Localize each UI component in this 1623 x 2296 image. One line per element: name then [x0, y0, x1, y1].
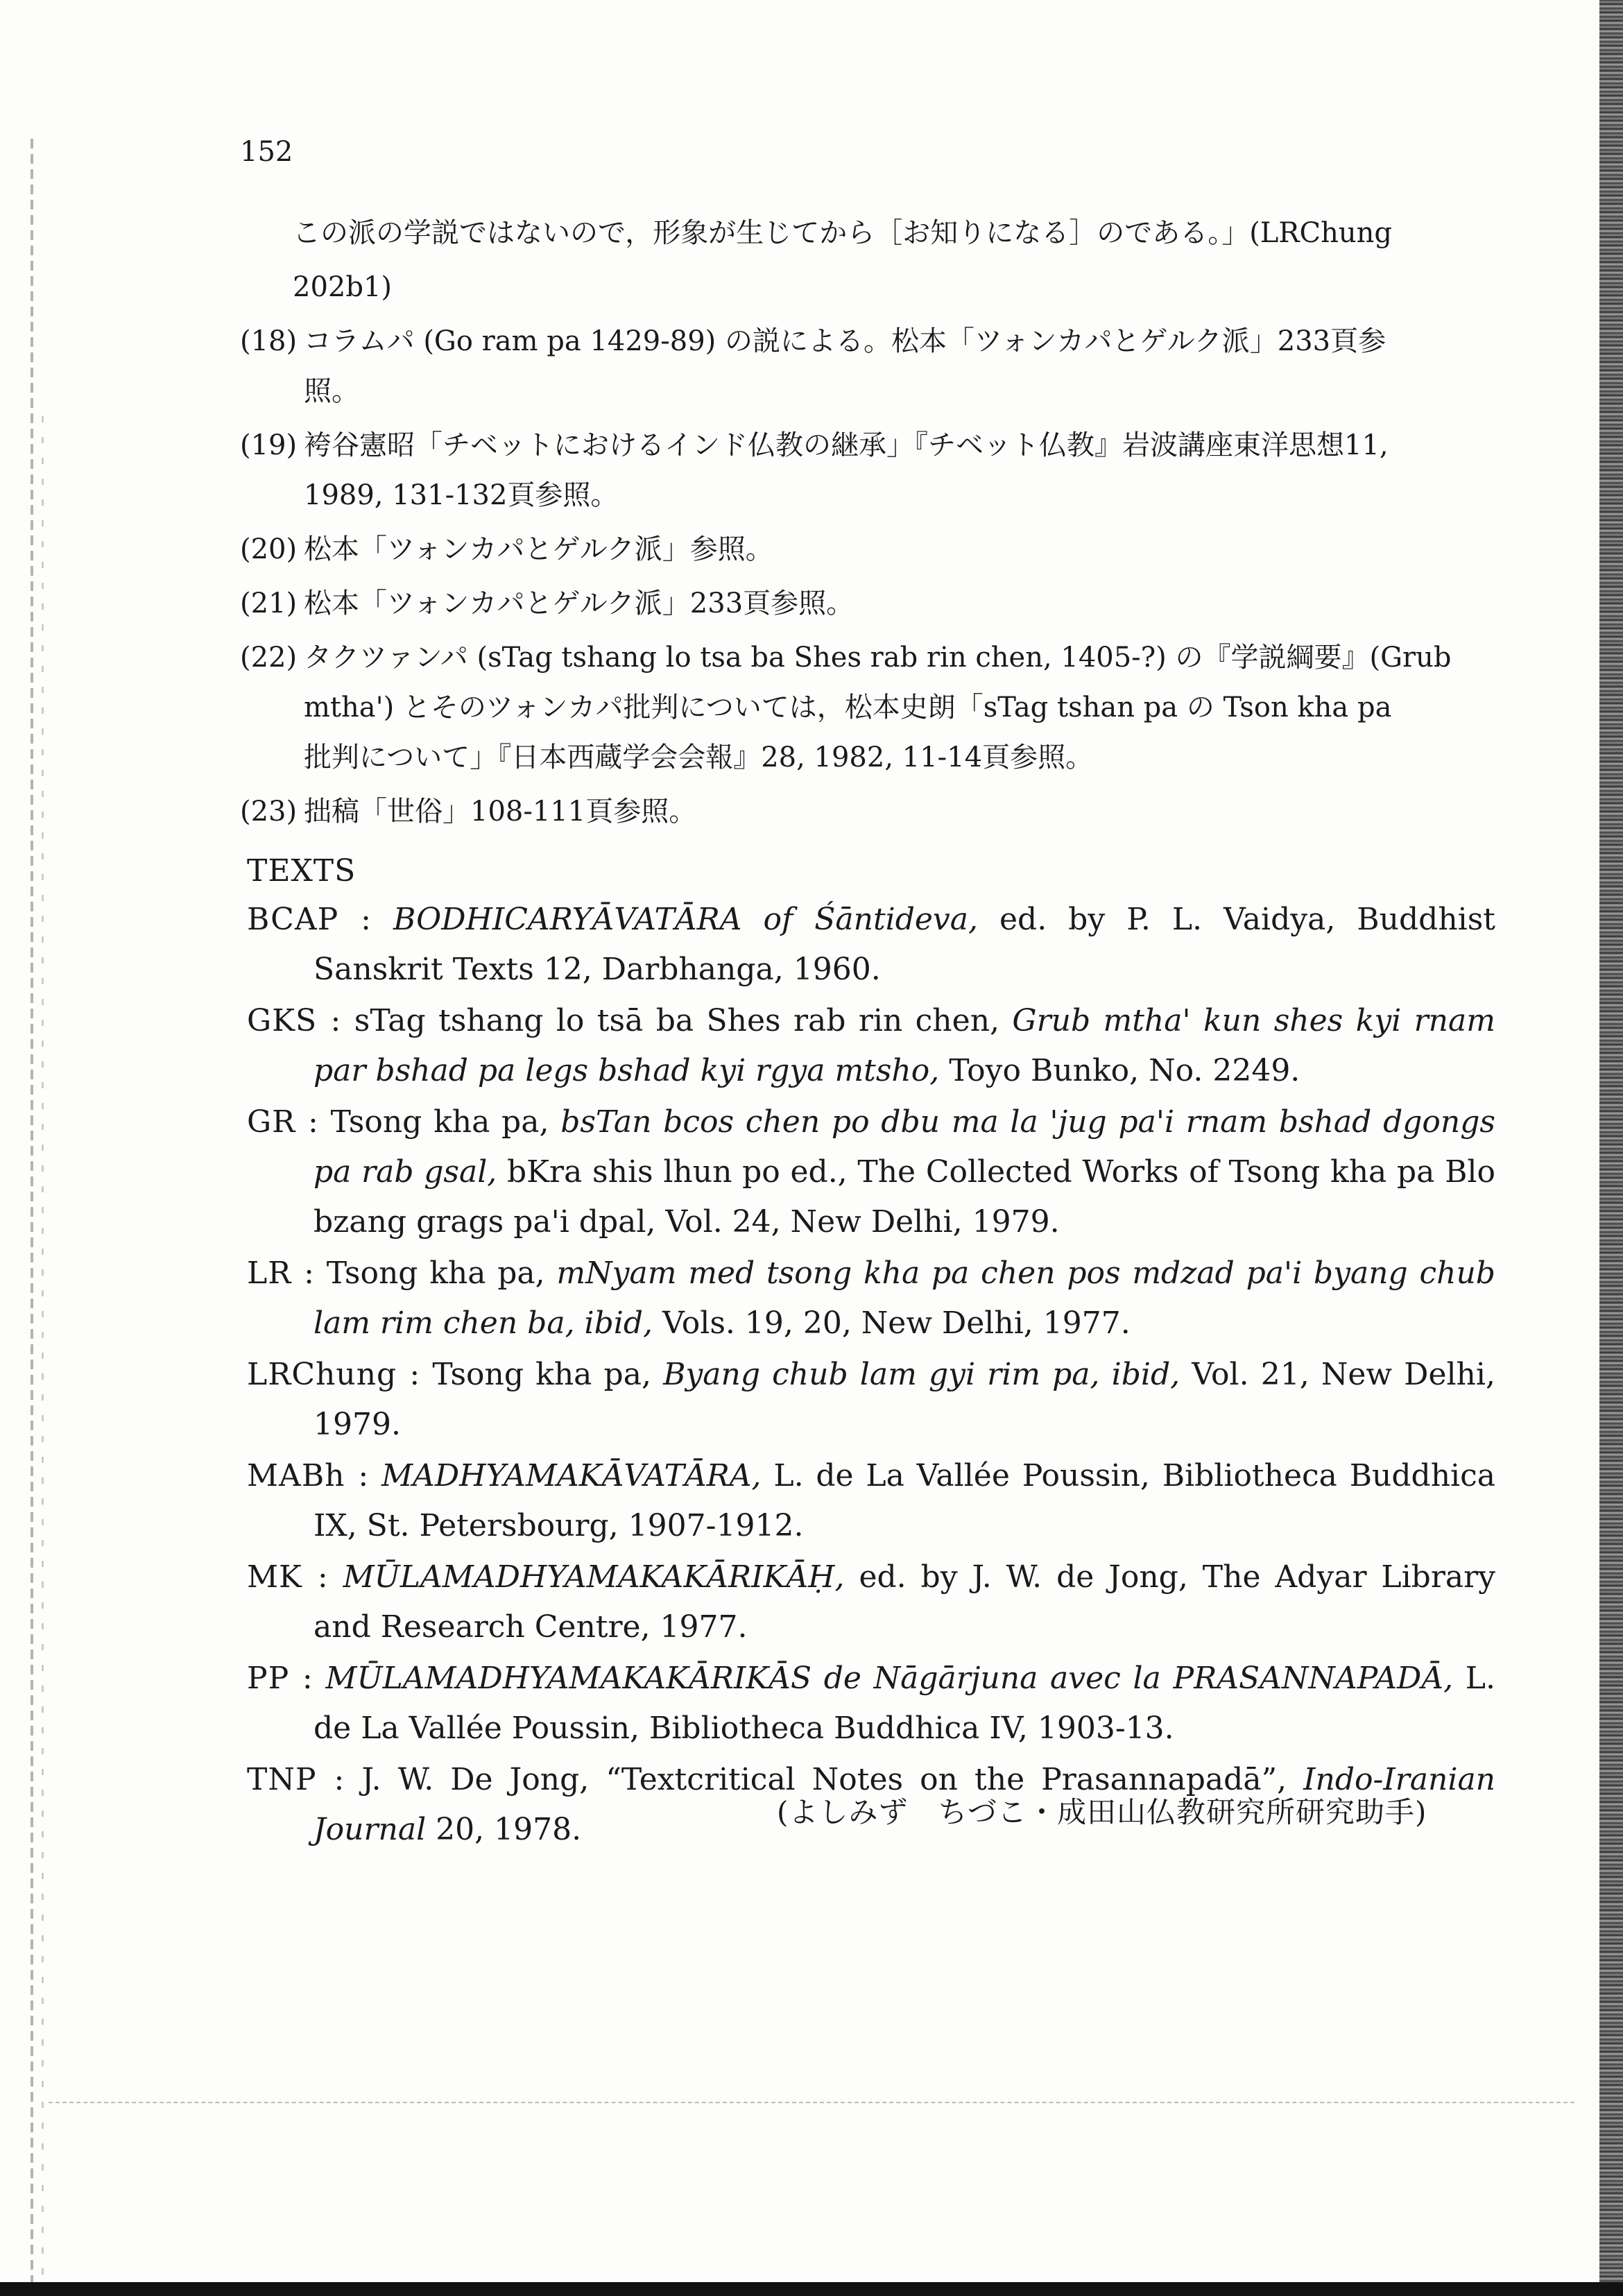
ref-title: mNyam med tsong kha pa chen pos mdzad pa'i byang chub lam rim chen ba, ibid,: [314, 1256, 1495, 1341]
ref-title: bsTan bcos chen po dbu ma la 'jug pa'i rnam bshad dgongs pa rab gsal,: [314, 1104, 1495, 1190]
ref-title: Indo-Iranian Journal: [314, 1762, 1496, 1847]
note-text: 1989, 131-132頁参照。: [304, 479, 619, 511]
note-number: (20): [240, 533, 298, 565]
author-signature: (よしみず ちづこ・成田山仏教研究所研究助手): [777, 1795, 1427, 1829]
note-text: 袴谷憲昭「チベットにおけるインド仏教の継承」『チベット仏教』岩波講座東洋思想11,: [304, 429, 1389, 461]
ref-bcap: [247, 895, 1495, 995]
note-number: (22): [240, 642, 298, 674]
note-number: (19): [240, 429, 298, 461]
page-number: 152: [240, 136, 293, 168]
ref-details: Vol. 21, New Delhi, 1979.: [314, 1357, 1495, 1442]
notes-section: [240, 208, 1495, 841]
ref-abbr: GR :: [247, 1104, 319, 1140]
ref-mabh: [247, 1451, 1495, 1551]
ref-abbr: LR :: [247, 1256, 315, 1291]
ref-gr: [247, 1097, 1495, 1247]
note-text: 照。: [304, 375, 359, 407]
ref-title: Grub mtha' kun shes kyi rnam par bshad pa legs bshad kyi rgya mtsho,: [314, 1003, 1495, 1088]
scan-edge-left-secondary: [42, 416, 44, 2289]
ref-details: Toyo Bunko, No. 2249.: [949, 1053, 1300, 1088]
note-text: 松本「ツォンカパとゲルク派」233頁参照。: [304, 588, 855, 619]
note-text: 拙稿「世俗」108-111頁参照。: [304, 796, 697, 828]
ref-author: Tsong kha pa,: [330, 1104, 549, 1140]
ref-gks: [247, 996, 1495, 1096]
note-text: タクツァンパ (sTag tshang lo tsa ba Shes rab rin chen, 1405-?) の『学説綱要』(Grub: [304, 642, 1452, 674]
ref-abbr: TNP :: [247, 1762, 345, 1797]
texts-list: [247, 895, 1495, 1856]
ref-abbr: GKS :: [247, 1003, 342, 1038]
ref-abbr: MABh :: [247, 1458, 370, 1493]
ref-lrchung: [247, 1350, 1495, 1450]
note-20: [240, 524, 1495, 574]
ref-abbr: LRChung :: [247, 1357, 421, 1392]
ref-abbr: BCAP :: [247, 902, 372, 937]
scan-bottom-edge: [0, 2282, 1623, 2296]
ref-details: 20, 1978.: [436, 1812, 582, 1847]
scan-fold-line: [49, 2102, 1574, 2103]
ref-author: sTag tshang lo tsā ba Shes rab rin chen,: [354, 1003, 1000, 1038]
ref-title: BODHICARYĀVATĀRA of Śāntideva,: [393, 902, 978, 937]
note-continuation: 202b1): [293, 271, 393, 303]
ref-details: ed. by J. W. de Jong, The Adyar Library and Research Centre, 1977.: [314, 1559, 1496, 1645]
ref-abbr: PP :: [247, 1661, 314, 1696]
note-number: (23): [240, 796, 298, 828]
ref-title: Byang chub lam gyi rim pa, ibid,: [663, 1357, 1180, 1392]
ref-author: Tsong kha pa,: [326, 1256, 545, 1291]
ref-title: MŪLAMADHYAMAKAKĀRIKĀḤ,: [343, 1559, 845, 1595]
ref-lr: [247, 1249, 1495, 1348]
note-22: [240, 633, 1495, 782]
texts-heading: TEXTS: [247, 853, 357, 889]
note-18: [240, 316, 1495, 416]
ref-mk: [247, 1552, 1495, 1652]
ref-title: MŪLAMADHYAMAKAKĀRIKĀS de Nāgārjuna avec la PRASANNAPADĀ,: [325, 1661, 1454, 1696]
ref-author: Tsong kha pa,: [432, 1357, 651, 1392]
ref-details: Vols. 19, 20, New Delhi, 1977.: [662, 1305, 1131, 1341]
note-text: コラムパ (Go ram pa 1429-89) の説による。松本「ツォンカパとゲルク派」233頁参: [304, 325, 1386, 357]
ref-author: J. W. De Jong, “Textcritical Notes on the Prasannapadā”,: [361, 1762, 1287, 1797]
ref-abbr: MK :: [247, 1559, 329, 1595]
note-text: mtha') とそのツォンカパ批判については，松本史朗「sTag tshan pa の Tson kha pa: [304, 692, 1392, 723]
note-19: [240, 420, 1495, 520]
note-number: (18): [240, 325, 298, 357]
note-23: [240, 787, 1495, 837]
note-continuation: この派の学説ではないので，形象が生じてから［お知りになる］のである。」(LRChung: [293, 217, 1392, 249]
note-number: (21): [240, 588, 298, 619]
ref-details: L. de La Vallée Poussin, Bibliotheca Buddhica IV, 1903-13.: [314, 1661, 1495, 1746]
scan-edge-left: [31, 139, 33, 2289]
ref-details: L. de La Vallée Poussin, Bibliotheca Buddhica IX, St. Petersbourg, 1907-1912.: [314, 1458, 1495, 1543]
note-text: 松本「ツォンカパとゲルク派」参照。: [304, 533, 773, 565]
ref-details: bKra shis lhun po ed., The Collected Works of Tsong kha pa Blo bzang grags pa'i dpal, Vol. 24, New Delhi, 1979.: [314, 1154, 1495, 1240]
ref-pp: [247, 1654, 1495, 1754]
note-text: 批判について」『日本西蔵学会会報』28, 1982, 11-14頁参照。: [304, 742, 1094, 773]
note-21: [240, 579, 1495, 628]
ref-title: MADHYAMAKĀVATĀRA,: [381, 1458, 762, 1493]
scan-edge-right: [1599, 0, 1623, 2296]
ref-details: ed. by P. L. Vaidya, Buddhist Sanskrit Texts 12, Darbhanga, 1960.: [314, 902, 1495, 987]
